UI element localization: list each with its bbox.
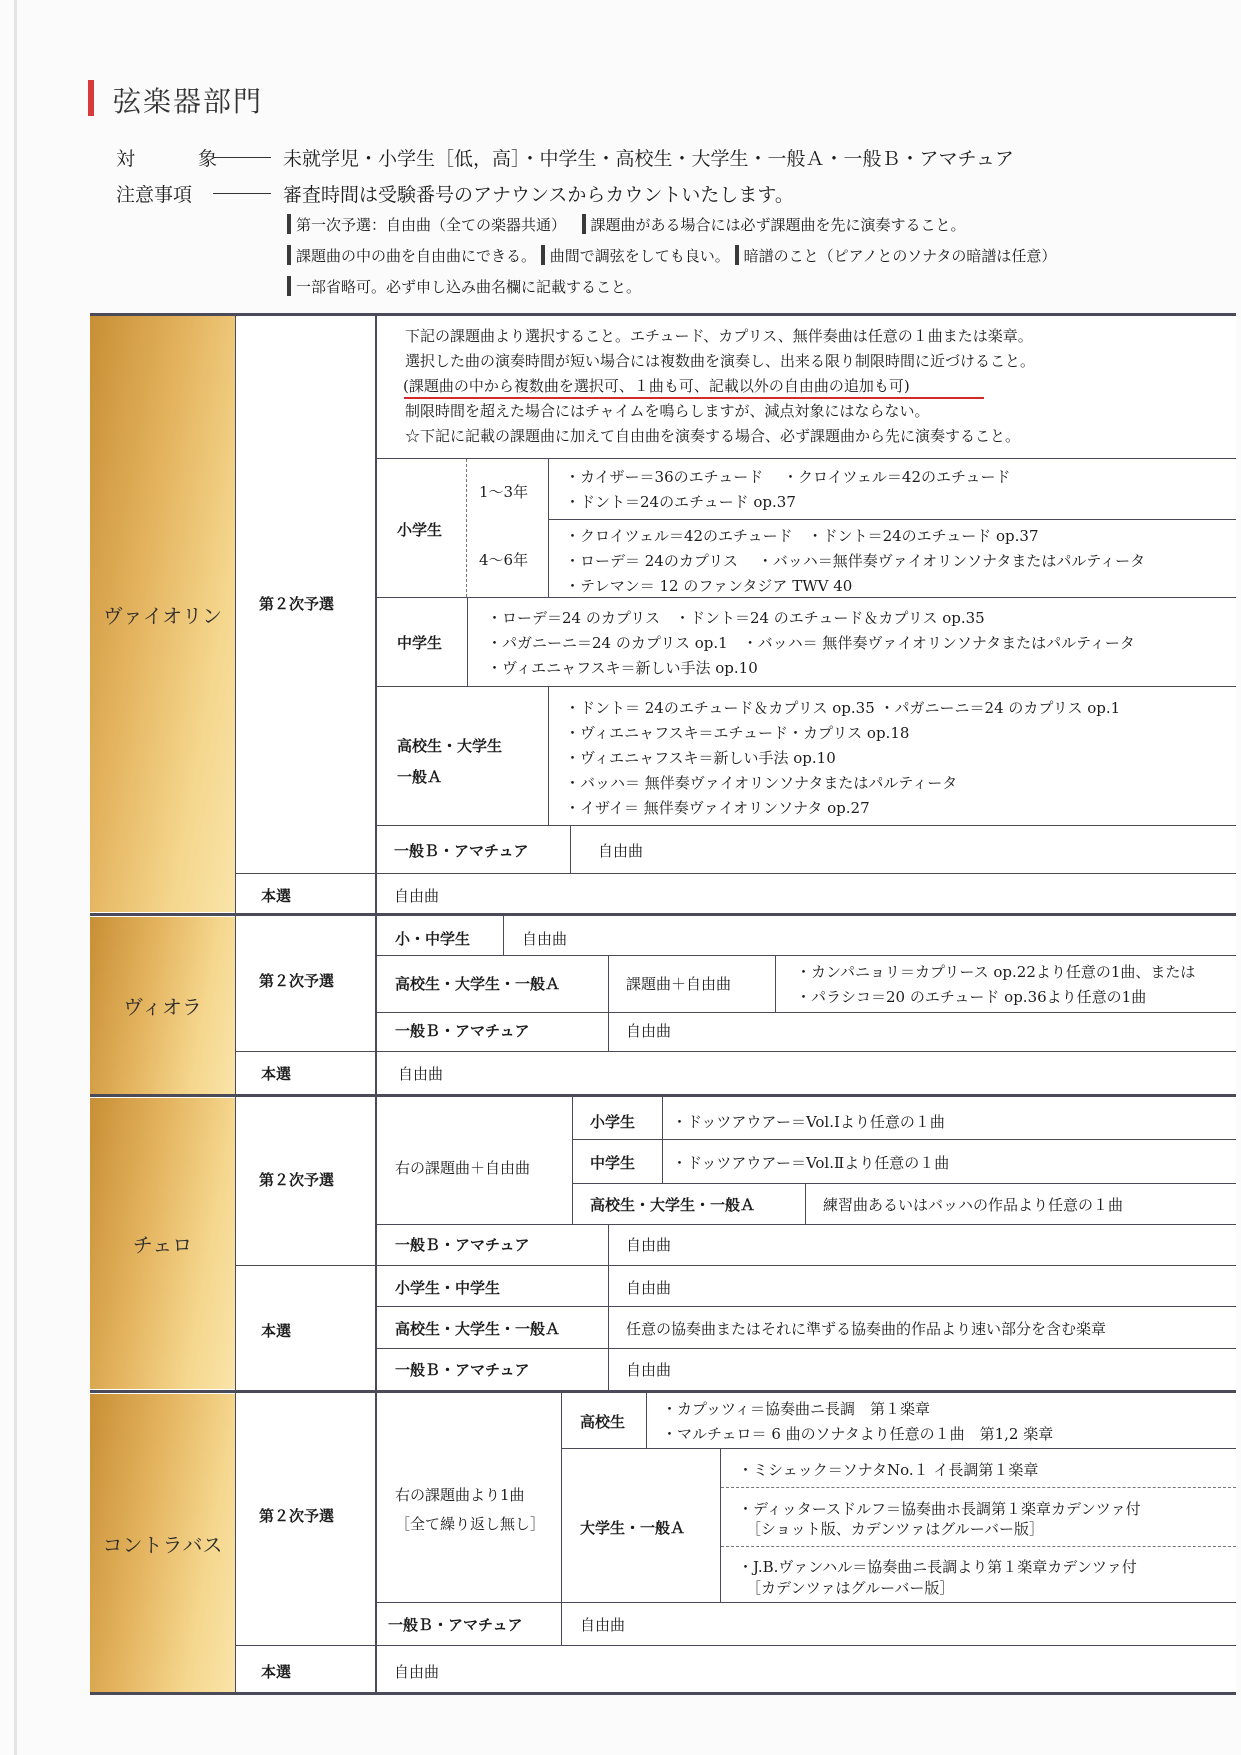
cello-level-rule: [662, 1097, 663, 1183]
target-label: 対 象: [116, 148, 240, 170]
violin-intro-2: 選択した曲の演奏時間が短い場合には複数曲を演奏し、出来る限り制限時間に近づけること。: [405, 352, 1036, 370]
violin-hs-line-5: ・イザイ＝ 無伴奏ヴァイオリンソナタ op.27: [565, 799, 870, 817]
viola-genb-piece: 自由曲: [626, 1022, 672, 1040]
instrument-contrabass: コントラバス: [90, 1394, 235, 1692]
bass-hs-line-1: ・カプッツィ＝協奏曲ニ長調 第１楽章: [662, 1400, 931, 1418]
bass-req-1: 右の課題曲より1曲: [395, 1486, 525, 1504]
bass-hs-label: 高校生: [580, 1413, 626, 1431]
rule-violin-viola: [90, 913, 1236, 916]
violin-final-piece: 自由曲: [394, 887, 440, 905]
bass-univ-dash-1: [721, 1487, 1236, 1488]
note-line-2: 課題曲の中の曲を自由曲にできる。 曲間で調弦をしても良い。 暗譜のこと（ピアノとのソナタの暗譜は任意）: [287, 245, 1056, 266]
cello-elem-piece: ・ドッツアウアー＝Vol.Ⅰより任意の１曲: [672, 1113, 945, 1131]
cello-lower-rule: [608, 1225, 609, 1390]
note-line-3: 一部省略可。必ず申し込み曲名欄に記載すること。: [287, 276, 641, 297]
col-rule-1: [235, 313, 236, 1695]
viola-round2: 第２次予選: [259, 972, 335, 990]
cello-final: 本選: [261, 1322, 292, 1340]
violin-g46-line-1: ・クロイツェル＝42のエチュード ・ドント＝24のエチュード op.37: [565, 527, 1039, 545]
bass-rule-hs: [561, 1448, 1236, 1449]
violin-hs-label-2: 一般Ａ: [397, 768, 443, 786]
violin-genb-piece: 自由曲: [598, 842, 644, 860]
cello-mid-label: 中学生: [590, 1154, 636, 1172]
violin-grade-divider: [466, 459, 467, 597]
bass-hs-line-2: ・マルチェロ＝ 6 曲のソナタより任意の１曲 第1,2 楽章: [662, 1425, 1054, 1443]
violin-mid-label: 中学生: [397, 634, 443, 652]
cello-rule-1: [572, 1139, 1236, 1140]
violin-elem-label: 小学生: [397, 521, 443, 539]
violin-g46-line-2: ・ローデ＝ 24のカプリス ・バッハ＝無伴奏ヴァイオリンソナタまたはパルティータ: [565, 552, 1146, 570]
cello-genb-piece: 自由曲: [626, 1236, 672, 1254]
violin-g13-label: 1～3年: [479, 483, 529, 501]
viola-final-rule: [235, 1051, 1236, 1052]
violin-intro-5: ☆下記に記載の課題曲に加えて自由曲を演奏する場合、必ず課題曲から先に演奏すること。: [405, 427, 1021, 445]
bass-hs-rule: [646, 1393, 647, 1448]
violin-rule-genb: [376, 825, 1236, 826]
viola-hs-req: 課題曲＋自由曲: [626, 975, 732, 993]
viola-em-rule: [503, 916, 504, 955]
violin-mid-line-3: ・ヴィエニャフスキ＝新しい手法 op.10: [487, 659, 758, 677]
cello-hs-piece: 練習曲あるいはバッハの作品より任意の１曲: [823, 1196, 1124, 1214]
cello-round2: 第２次予選: [259, 1171, 335, 1189]
instrument-viola: ヴィオラ: [90, 917, 235, 1094]
viola-rule-1: [376, 955, 1236, 956]
cello-final-hs-piece: 任意の協奏曲またはそれに準ずる協奏曲的作品より速い部分を含む楽章: [626, 1320, 1107, 1338]
notes-label: 注意事項: [116, 184, 193, 206]
viola-hs-label: 高校生・大学生・一般Ａ: [395, 975, 561, 993]
violin-elem-rule: [548, 459, 549, 597]
bass-univ-label: 大学生・一般Ａ: [580, 1519, 686, 1537]
violin-hs-line-2: ・ヴィエニャフスキ＝エチュード・カプリス op.18: [565, 724, 910, 742]
violin-final: 本選: [261, 887, 292, 905]
viola-rule-2: [376, 1012, 1236, 1013]
viola-em-label: 小・中学生: [395, 930, 471, 948]
violin-genb-label: 一般Ｂ・アマチュア: [394, 842, 529, 860]
cello-rule-5: [376, 1348, 1236, 1349]
violin-hs-label-1: 高校生・大学生: [397, 737, 503, 755]
note-line-1: 第一次予選：自由曲（全ての楽器共通） 課題曲がある場合には必ず課題曲を先に演奏すること。: [287, 214, 966, 235]
cello-final-genb-label: 一般Ｂ・アマチュア: [395, 1361, 530, 1379]
bass-univ-rule: [720, 1449, 721, 1602]
cello-final-hs-label: 高校生・大学生・一般Ａ: [395, 1320, 561, 1338]
violin-rule-g46: [548, 519, 1236, 520]
viola-req-rule: [775, 956, 776, 1012]
notes-leader: [213, 193, 271, 194]
cello-final-em-piece: 自由曲: [626, 1279, 672, 1297]
bass-univ-2a: ・ディッタースドルフ＝協奏曲ホ長調第１楽章カデンツァ付: [738, 1500, 1141, 1518]
viola-final-piece: 自由曲: [398, 1065, 444, 1083]
bass-genb-label: 一般Ｂ・アマチュア: [388, 1616, 523, 1634]
section-title: 弦楽器部門: [113, 85, 264, 118]
bass-univ-3b: ［カデンツァはグルーバー版］: [746, 1579, 955, 1597]
violin-hs-rule: [548, 687, 549, 825]
instrument-cello: チェロ: [90, 1098, 235, 1389]
violin-intro-3: (課題曲の中から複数曲を選択可、１曲も可、記載以外の自由曲の追加も可): [403, 377, 910, 395]
violin-mid-rule: [467, 598, 468, 686]
bass-univ-2b: ［ショット版、カデンツァはグルーバー版］: [746, 1520, 1045, 1538]
cello-rule-2: [572, 1183, 1236, 1184]
instrument-violin: ヴァイオリン: [90, 316, 235, 912]
violin-hs-line-3: ・ヴィエニャフスキ＝新しい手法 op.10: [565, 749, 836, 767]
col-rule-2: [375, 313, 377, 1695]
violin-g46-label: 4～6年: [479, 551, 529, 569]
violin-mid-line-1: ・ローデ＝24 のカプリス ・ドント＝24 のエチュード＆カプリス op.35: [487, 609, 985, 627]
cello-elem-label: 小学生: [590, 1113, 636, 1131]
cello-final-em-label: 小学生・中学生: [395, 1279, 501, 1297]
violin-intro-4: 制限時間を超えた場合にはチャイムを鳴らしますが、減点対象にはならない。: [405, 402, 930, 420]
cello-genb-label: 一般Ｂ・アマチュア: [395, 1236, 530, 1254]
viola-hs-line-2: ・パラシコ＝20 のエチュード op.36より任意の1曲: [796, 988, 1147, 1006]
bass-rule-genb: [376, 1602, 1236, 1603]
target-leader: [213, 157, 271, 158]
bass-round2: 第２次予選: [259, 1507, 335, 1525]
cello-final-genb-piece: 自由曲: [626, 1361, 672, 1379]
violin-mid-line-2: ・パガニーニ＝24 のカプリス op.1 ・バッハ＝ 無伴奏ヴァイオリンソナタまたはパルティータ: [487, 634, 1135, 652]
violin-rule-hs: [376, 686, 1236, 687]
viola-final: 本選: [261, 1065, 292, 1083]
violin-round2: 第２次予選: [259, 595, 335, 613]
cello-mid-piece: ・ドッツアウアー＝Vol.Ⅱより任意の１曲: [672, 1154, 950, 1172]
violin-g46-line-3: ・テレマン＝ 12 のファンタジア TWV 40: [565, 577, 853, 595]
violin-g13-line-1: ・カイザー＝36のエチュード ・クロイツェル＝42のエチュード: [565, 468, 1011, 486]
cello-rule-4: [376, 1306, 1236, 1307]
page-edge-shadow: [14, 0, 17, 1755]
bass-univ-3a: ・J.B.ヴァンハル＝協奏曲ニ長調より第１楽章カデンツァ付: [738, 1558, 1137, 1576]
violin-intro-1: 下記の課題曲より選択すること。エチュード、カプリス、無伴奏曲は任意の１曲または楽章。: [405, 327, 1033, 345]
viola-hs-rule: [608, 956, 609, 1051]
rule-viola-cello: [90, 1094, 1236, 1097]
viola-hs-line-1: ・カンパニョリ＝カプリース op.22より任意の1曲、または: [796, 963, 1196, 981]
bass-final: 本選: [261, 1663, 292, 1681]
cello-hs-rule: [805, 1184, 806, 1224]
cello-req-rule: [572, 1097, 573, 1224]
bass-final-piece: 自由曲: [394, 1663, 440, 1681]
violin-hs-line-1: ・ドント＝ 24のエチュード＆カプリス op.35 ・パガニーニ＝24 のカプリス op.1: [565, 699, 1121, 717]
rule-top: [90, 313, 1236, 316]
bass-univ-dash-2: [721, 1546, 1236, 1547]
target-value: 未就学児・小学生［低，高］・中学生・高校生・大学生・一般Ａ・一般Ｂ・アマチュア: [283, 148, 1014, 170]
bass-univ-1: ・ミシェック＝ソナタNo.１ イ長調第１楽章: [738, 1461, 1039, 1479]
notes-value: 審査時間は受験番号のアナウンスからカウントいたします。: [283, 184, 794, 206]
violin-genb-rule: [570, 826, 571, 873]
cello-rule-3: [376, 1224, 1236, 1225]
viola-genb-label: 一般Ｂ・アマチュア: [395, 1022, 530, 1040]
violin-hs-line-4: ・バッハ＝ 無伴奏ヴァイオリンソナタまたはパルティータ: [565, 774, 958, 792]
viola-em-piece: 自由曲: [522, 930, 568, 948]
cello-final-rule: [235, 1265, 1236, 1266]
bass-req-rule: [561, 1393, 562, 1645]
bass-genb-piece: 自由曲: [580, 1616, 626, 1634]
rule-cello-bass: [90, 1390, 1236, 1393]
cello-req: 右の課題曲＋自由曲: [395, 1159, 531, 1177]
violin-final-rule: [235, 873, 1236, 874]
violin-intro-underline: [404, 397, 984, 399]
cello-hs-label: 高校生・大学生・一般Ａ: [590, 1196, 756, 1214]
violin-rule-elem: [376, 458, 1236, 459]
rule-bottom: [90, 1692, 1236, 1695]
violin-g13-line-2: ・ドント＝24のエチュード op.37: [565, 493, 796, 511]
bass-req-2: ［全て繰り返し無し］: [395, 1515, 546, 1533]
bass-final-rule: [235, 1645, 1236, 1646]
title-accent-bar: [88, 80, 94, 116]
violin-rule-mid: [376, 597, 1236, 598]
